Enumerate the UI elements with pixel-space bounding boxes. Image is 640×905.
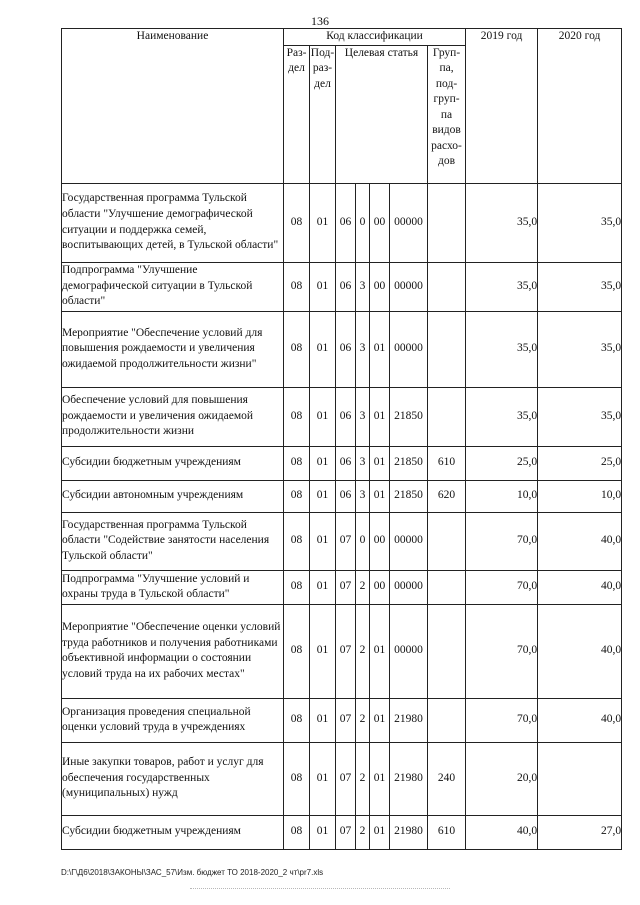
page-number: 136 (311, 14, 329, 28)
row-target-direction: 21980 (390, 815, 428, 849)
file-path-footer: D:\Г\Д6\2018\ЗАКОНЫ\ЗАС_57\Изм. бюджет ТО 2018-2020_2 чт\pr7.xls (61, 868, 324, 877)
table-row (62, 512, 622, 570)
budget-table (61, 28, 622, 850)
row-target-direction: 00000 (390, 262, 428, 311)
row-target-program: 07 (336, 512, 356, 570)
row-target-program: 07 (336, 815, 356, 849)
row-section: 08 (284, 311, 310, 387)
row-section: 08 (284, 183, 310, 262)
row-target-direction: 00000 (390, 311, 428, 387)
row-amount-2019: 35,0 (466, 183, 538, 262)
row-target-subprogram: 3 (356, 262, 370, 311)
row-target-event: 01 (370, 604, 390, 698)
row-target-direction: 21980 (390, 742, 428, 815)
row-amount-2019: 35,0 (466, 311, 538, 387)
table-row (62, 480, 622, 512)
row-name: Государственная программа Тульской области "Содействие занятости населения Тульской области" (62, 512, 284, 570)
row-amount-2020: 25,0 (538, 446, 622, 480)
row-section: 08 (284, 815, 310, 849)
table-row (62, 387, 622, 446)
row-target-program: 06 (336, 387, 356, 446)
row-expense-group (428, 262, 466, 311)
row-target-event: 00 (370, 183, 390, 262)
row-section: 08 (284, 446, 310, 480)
table-row (62, 446, 622, 480)
row-target-event: 01 (370, 480, 390, 512)
row-name: Подпрограмма "Улучшение условий и охраны труда в Тульской области" (62, 570, 284, 604)
row-expense-group (428, 698, 466, 742)
row-section: 08 (284, 480, 310, 512)
row-target-direction: 00000 (390, 183, 428, 262)
row-target-subprogram: 3 (356, 480, 370, 512)
row-target-subprogram: 3 (356, 387, 370, 446)
table-row (62, 183, 622, 262)
row-section: 08 (284, 698, 310, 742)
row-target-direction: 21980 (390, 698, 428, 742)
row-target-subprogram: 3 (356, 311, 370, 387)
row-amount-2020: 10,0 (538, 480, 622, 512)
row-expense-group (428, 387, 466, 446)
header-name: Наименование (62, 29, 284, 184)
table-row (62, 604, 622, 698)
row-name: Государственная программа Тульской области "Улучшение демографической ситуации и поддержка семей, воспитывающих детей, в Тульской области" (62, 183, 284, 262)
row-target-event: 00 (370, 512, 390, 570)
row-target-direction: 00000 (390, 570, 428, 604)
header-expense-group: Груп- па, под- груп- па видов расхо- дов (428, 45, 466, 183)
table-row (62, 742, 622, 815)
row-section: 08 (284, 387, 310, 446)
row-amount-2020: 35,0 (538, 262, 622, 311)
row-target-program: 06 (336, 262, 356, 311)
row-target-direction: 21850 (390, 446, 428, 480)
row-subsection: 01 (310, 698, 336, 742)
row-target-subprogram: 3 (356, 446, 370, 480)
scan-artifact-line (190, 888, 450, 890)
row-target-subprogram: 2 (356, 604, 370, 698)
row-amount-2020: 35,0 (538, 183, 622, 262)
table-row (62, 262, 622, 311)
row-expense-group (428, 183, 466, 262)
table-row (62, 570, 622, 604)
row-target-subprogram: 0 (356, 512, 370, 570)
row-amount-2020: 40,0 (538, 698, 622, 742)
row-expense-group (428, 512, 466, 570)
row-name: Организация проведения специальной оценки условий труда в учреждениях (62, 698, 284, 742)
row-amount-2020: 40,0 (538, 512, 622, 570)
row-amount-2020: 40,0 (538, 604, 622, 698)
header-section: Раз- дел (284, 45, 310, 183)
row-amount-2020: 40,0 (538, 570, 622, 604)
row-target-subprogram: 2 (356, 815, 370, 849)
row-subsection: 01 (310, 387, 336, 446)
row-target-program: 07 (336, 570, 356, 604)
row-target-event: 01 (370, 815, 390, 849)
table-row (62, 815, 622, 849)
row-target-program: 06 (336, 311, 356, 387)
row-expense-group: 610 (428, 815, 466, 849)
row-amount-2020 (538, 742, 622, 815)
row-amount-2020: 35,0 (538, 387, 622, 446)
row-target-event: 01 (370, 446, 390, 480)
row-target-direction: 21850 (390, 480, 428, 512)
row-target-program: 06 (336, 446, 356, 480)
row-expense-group: 610 (428, 446, 466, 480)
header-classification: Код классификации (284, 29, 466, 46)
row-name: Мероприятие "Обеспечение условий для повышения рождаемости и увеличения ожидаемой продолжительности жизни" (62, 311, 284, 387)
row-target-subprogram: 2 (356, 570, 370, 604)
row-target-event: 01 (370, 742, 390, 815)
row-amount-2019: 40,0 (466, 815, 538, 849)
row-section: 08 (284, 742, 310, 815)
row-amount-2020: 35,0 (538, 311, 622, 387)
row-amount-2019: 70,0 (466, 698, 538, 742)
row-target-direction: 00000 (390, 604, 428, 698)
table-row (62, 698, 622, 742)
row-section: 08 (284, 570, 310, 604)
row-target-program: 07 (336, 604, 356, 698)
row-target-program: 07 (336, 698, 356, 742)
row-section: 08 (284, 262, 310, 311)
row-subsection: 01 (310, 262, 336, 311)
row-subsection: 01 (310, 512, 336, 570)
row-amount-2019: 25,0 (466, 446, 538, 480)
row-target-direction: 21850 (390, 387, 428, 446)
row-target-subprogram: 2 (356, 698, 370, 742)
row-subsection: 01 (310, 183, 336, 262)
header-subsection: Под- раз- дел (310, 45, 336, 183)
row-expense-group: 240 (428, 742, 466, 815)
row-name: Мероприятие "Обеспечение оценки условий труда работников и получения работниками объективной информации о состоянии условий труда на их рабочих местах" (62, 604, 284, 698)
row-target-subprogram: 0 (356, 183, 370, 262)
header-target-article: Целевая статья (336, 45, 428, 183)
row-name: Субсидии бюджетным учреждениям (62, 815, 284, 849)
row-amount-2019: 70,0 (466, 570, 538, 604)
row-name: Субсидии автономным учреждениям (62, 480, 284, 512)
row-subsection: 01 (310, 570, 336, 604)
row-amount-2019: 70,0 (466, 604, 538, 698)
row-target-program: 06 (336, 183, 356, 262)
row-target-program: 06 (336, 480, 356, 512)
row-section: 08 (284, 604, 310, 698)
row-amount-2019: 35,0 (466, 387, 538, 446)
row-target-subprogram: 2 (356, 742, 370, 815)
row-target-event: 00 (370, 262, 390, 311)
row-target-direction: 00000 (390, 512, 428, 570)
row-subsection: 01 (310, 742, 336, 815)
row-amount-2019: 35,0 (466, 262, 538, 311)
row-subsection: 01 (310, 604, 336, 698)
row-target-event: 01 (370, 387, 390, 446)
row-target-event: 01 (370, 311, 390, 387)
row-expense-group (428, 570, 466, 604)
row-amount-2020: 27,0 (538, 815, 622, 849)
row-expense-group (428, 311, 466, 387)
row-name: Подпрограмма "Улучшение демографической ситуации в Тульской области" (62, 262, 284, 311)
row-amount-2019: 70,0 (466, 512, 538, 570)
header-2019: 2019 год (466, 29, 538, 184)
row-amount-2019: 10,0 (466, 480, 538, 512)
row-amount-2019: 20,0 (466, 742, 538, 815)
row-name: Субсидии бюджетным учреждениям (62, 446, 284, 480)
row-section: 08 (284, 512, 310, 570)
table-row (62, 311, 622, 387)
row-name: Иные закупки товаров, работ и услуг для обеспечения государственных (муниципальных) нужд (62, 742, 284, 815)
row-target-event: 00 (370, 570, 390, 604)
row-subsection: 01 (310, 311, 336, 387)
row-target-program: 07 (336, 742, 356, 815)
row-name: Обеспечение условий для повышения рождаемости и увеличения ожидаемой продолжительности жизни (62, 387, 284, 446)
row-expense-group: 620 (428, 480, 466, 512)
row-target-event: 01 (370, 698, 390, 742)
row-subsection: 01 (310, 446, 336, 480)
header-2020: 2020 год (538, 29, 622, 184)
row-subsection: 01 (310, 480, 336, 512)
row-subsection: 01 (310, 815, 336, 849)
row-expense-group (428, 604, 466, 698)
